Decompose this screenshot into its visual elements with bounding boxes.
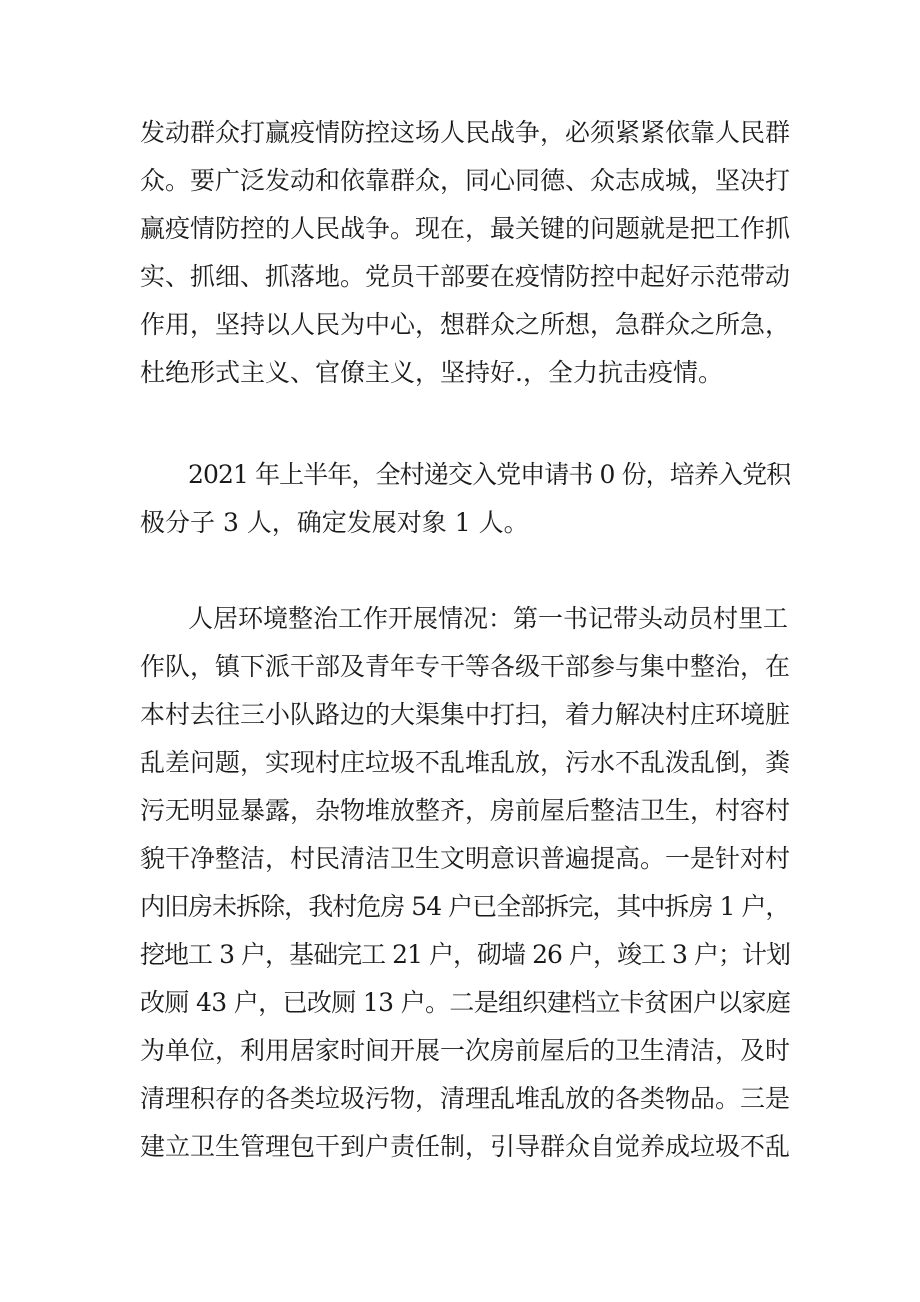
paragraph-2-line-1: 2021 年上半年，全村递交入党申请书 0 份，培养入党积 [188,460,791,489]
paragraph-3-line-1: 人居环境整治工作开展情况：第一书记带头动员村里工 [188,604,789,633]
paragraph-1-line-6: 杜绝形式主义、官僚主义，坚持好.，全力抗击疫情。 [140,358,723,387]
paragraph-1-line-1: 发动群众打赢疫情防控这场人民战争，必须紧紧依靠人民群 [140,118,791,147]
paragraph-3-line-7: 内旧房未拆除，我村危房 54 户已全部拆完，其中拆房 1 户， [140,892,790,921]
paragraph-3-line-5: 污无明显暴露，杂物堆放整齐，房前屋后整洁卫生，村容村 [140,796,791,825]
paragraph-3-line-3: 本村去往三小队路边的大渠集中打扫，着力解决村庄环境脏 [140,700,791,729]
paragraph-1-line-2: 众。要广泛发动和依靠群众，同心同德、众志成城，坚决打 [140,166,791,195]
paragraph-1-line-5: 作用，坚持以人民为中心，想群众之所想，急群众之所急， [140,310,791,339]
paragraph-3-line-6: 貌干净整洁，村民清洁卫生文明意识普遍提高。一是针对村 [140,844,791,873]
paragraph-2-line-2: 极分子 3 人，确定发展对象 1 人。 [140,508,529,537]
paragraph-3-line-12: 建立卫生管理包干到户责任制，引导群众自觉养成垃圾不乱 [140,1132,791,1161]
paragraph-3-line-11: 清理积存的各类垃圾污物，清理乱堆乱放的各类物品。三是 [140,1084,791,1113]
paragraph-3-line-9: 改厕 43 户，已改厕 13 户。二是组织建档立卡贫困户以家庭 [140,988,791,1017]
paragraph-3-line-10: 为单位，利用居家时间开展一次房前屋后的卫生清洁，及时 [140,1036,791,1065]
paragraph-1-line-3: 赢疫情防控的人民战争。现在，最关键的问题就是把工作抓 [140,214,791,243]
paragraph-1-line-4: 实、抓细、抓落地。党员干部要在疫情防控中起好示范带动 [140,262,791,291]
paragraph-3-line-2: 作队，镇下派干部及青年专干等各级干部参与集中整治，在 [140,652,791,681]
paragraph-3-line-4: 乱差问题，实现村庄垃圾不乱堆乱放，污水不乱泼乱倒，粪 [140,748,791,777]
paragraph-3-line-8: 挖地工 3 户，基础完工 21 户，砌墙 26 户，竣工 3 户；计划 [140,940,791,969]
